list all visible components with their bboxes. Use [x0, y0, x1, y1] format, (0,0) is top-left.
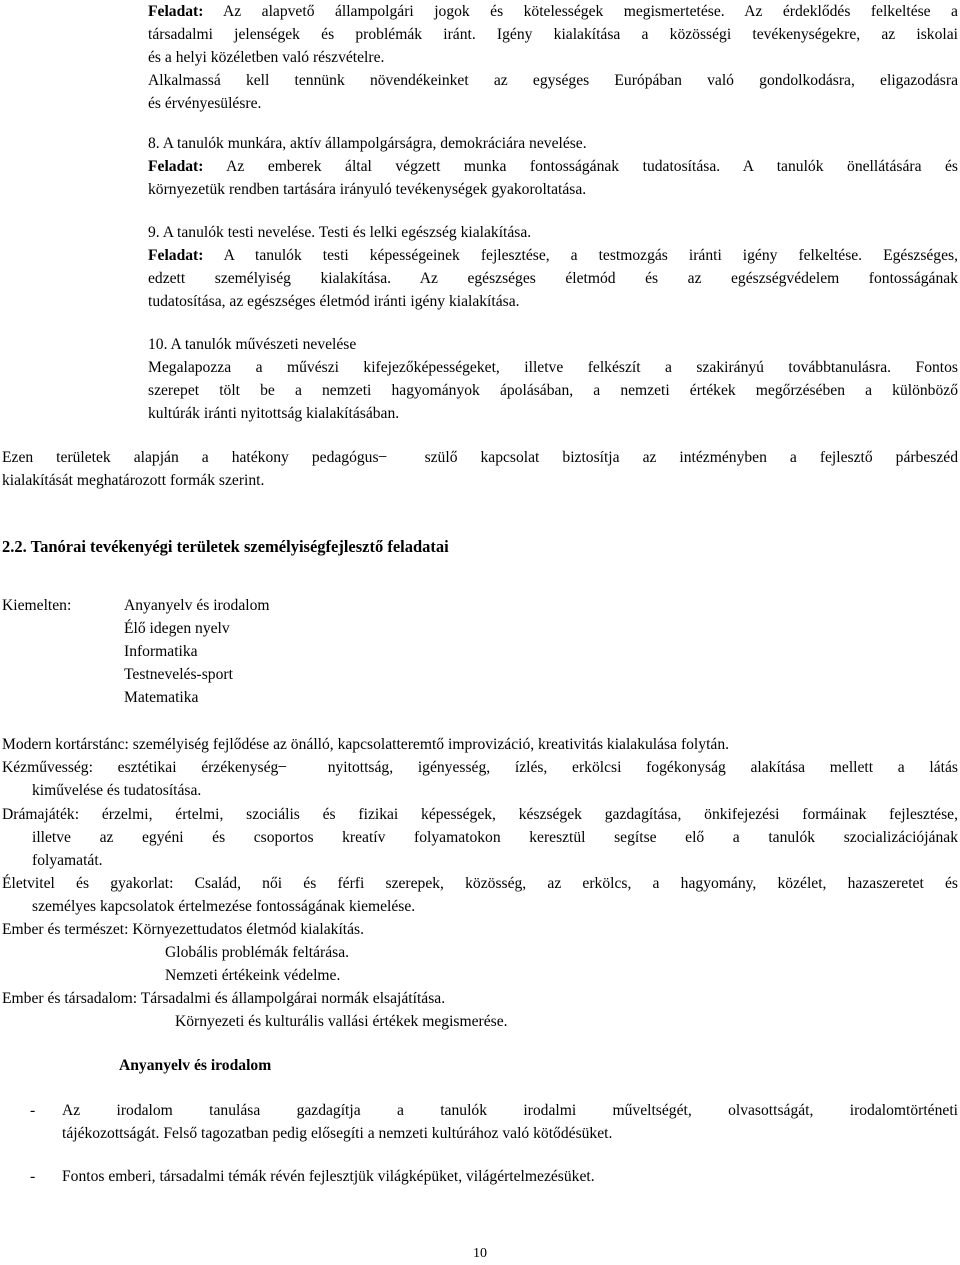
- summary-line-1: Ezen területek alapján a hatékony pedagógus ̶ szülő kapcsolat biztosítja az intézményben a fejlesztő párbeszéd: [2, 449, 958, 466]
- item-9-line-1: Feladat: A tanulók testi képességeinek fejlesztése, a testmozgás iránti igény felkeltése. Egészséges,: [148, 247, 958, 264]
- task-line-3: és a helyi közéletben való részvételre.: [148, 49, 385, 66]
- item-10-line-2: szerepet tölt be a nemzeti hagyományok ápolásában, a nemzeti értékek megőrzésében a különböző: [148, 382, 958, 399]
- item-10-title: 10. A tanulók művészeti nevelése: [148, 336, 357, 353]
- task-label: Feladat:: [148, 3, 204, 20]
- list-item: Testnevelés-sport: [124, 666, 233, 683]
- item-10-line-1: Megalapozza a művészi kifejezőképességeket, illetve felkészít a szakirányú továbbtanulásra. Fontos: [148, 359, 958, 376]
- bullet-item-1: Az irodalom tanulása gazdagítja a tanulók irodalmi műveltségét, olvasottságát, irodalomtörténeti tájékozottságát. Felső tagozatban pedig elősegíti a nemzeti kultúrához való kötődésüket.: [62, 1102, 958, 1142]
- section-heading: 2.2. Tanórai tevékenyégi területek személyiségfejlesztő feladatai: [2, 537, 449, 556]
- list-item: Anyanyelv és irodalom: [124, 597, 270, 614]
- task-line-5: és érvényesülésre.: [148, 95, 262, 112]
- subject-subheading: Anyanyelv és irodalom: [119, 1057, 272, 1074]
- man-society-line-1: Ember és társadalom: Társadalmi és állampolgárai normák elsajátítása.: [2, 990, 446, 1007]
- man-nature-line-2: Globális problémák feltárása.: [165, 944, 350, 961]
- bullet-item-2: Fontos emberi, társadalmi témák révén fejlesztjük világképüket, világértelmezésüket.: [62, 1168, 595, 1185]
- item-8-line-2: környezetük rendben tartására irányuló tevékenységek gyakoroltatása.: [148, 181, 587, 198]
- man-society-line-2: Környezeti és kulturális vallási értékek megismerése.: [175, 1013, 508, 1030]
- man-nature-line-1: Ember és természet: Környezettudatos életmód kialakítás.: [2, 921, 364, 938]
- item-9-line-2: edzett személyiség kialakítása. Az egészséges életmód és az egészségvédelem fontosságának: [148, 270, 958, 287]
- drama-paragraph: Drámajáték: érzelmi, értelmi, szociális és fizikai képességek, készségek gazdagítása, önkifejezési formáinak fejlesztése, illetve az egyéni és csoportos kreatív folyamatokon keresztül segítse elő a tanulók szocializációjának folyamatát.: [2, 806, 958, 869]
- item-9-title: 9. A tanulók testi nevelése. Testi és lelki egészség kialakítása.: [148, 224, 532, 241]
- summary-paragraph: [2, 446, 958, 492]
- page-number: 10: [473, 1246, 487, 1261]
- item-8-title: 8. A tanulók munkára, aktív állampolgárságra, demokráciára nevelése.: [148, 135, 587, 152]
- summary-line-2: kialakítását meghatározott formák szerint.: [2, 472, 265, 489]
- bullet-dash: -: [30, 1102, 36, 1119]
- task-line-2: társadalmi jelenségek és problémák iránt. Igény kialakítása a közösségi tevékenységekre, az iskolai: [148, 26, 958, 43]
- bullet-dash: -: [30, 1168, 36, 1185]
- item-9-line-3: tudatosítása, az egészséges életmód iránti igény kialakítása.: [148, 293, 520, 310]
- task-line-4: Alkalmassá kell tennünk növendékeinket az egységes Európában való gondolkodásra, eligazodásra: [148, 72, 958, 89]
- list-item: Élő idegen nyelv: [124, 620, 230, 637]
- task-line-1: Feladat: Az alapvető állampolgári jogok és kötelességek megismertetése. Az érdeklődés felkeltése a: [148, 3, 958, 20]
- man-nature-line-3: Nemzeti értékeink védelme.: [165, 967, 341, 984]
- modern-dance-paragraph: Modern kortárstánc: személyiség fejlődése az önálló, kapcsolatteremtő improvizáció, kreativitás kialakulása folytán.: [2, 736, 730, 753]
- item-10-line-3: kultúrák iránti nyitottság kialakításában.: [148, 405, 400, 422]
- crafts-paragraph: Kézművesség: esztétikai érzékenység ̶ nyitottság, igényesség, ízlés, erkölcsi fogékonyság alakítása mellett a látás kiművelése és tudatosítása.: [2, 759, 958, 799]
- subject-list: [124, 594, 270, 709]
- life-practice-paragraph: Életvitel és gyakorlat: Család, női és férfi szerepek, közösség, az erkölcs, a hagyomány, közélet, hazaszeretet és személyes kapcsolatok értelmezése fontosságának kiemelése.: [2, 875, 958, 915]
- item-8: [148, 132, 958, 201]
- item-10: [148, 333, 958, 425]
- list-item: Informatika: [124, 643, 198, 660]
- item-9: [148, 221, 958, 313]
- task-paragraph-1: [148, 0, 958, 115]
- list-item: Matematika: [124, 689, 199, 706]
- item-8-line-1: Feladat: Az emberek által végzett munka fontosságának tudatosítása. A tanulók önellátására és: [148, 158, 958, 175]
- kiemelten-label: Kiemelten:: [2, 597, 72, 614]
